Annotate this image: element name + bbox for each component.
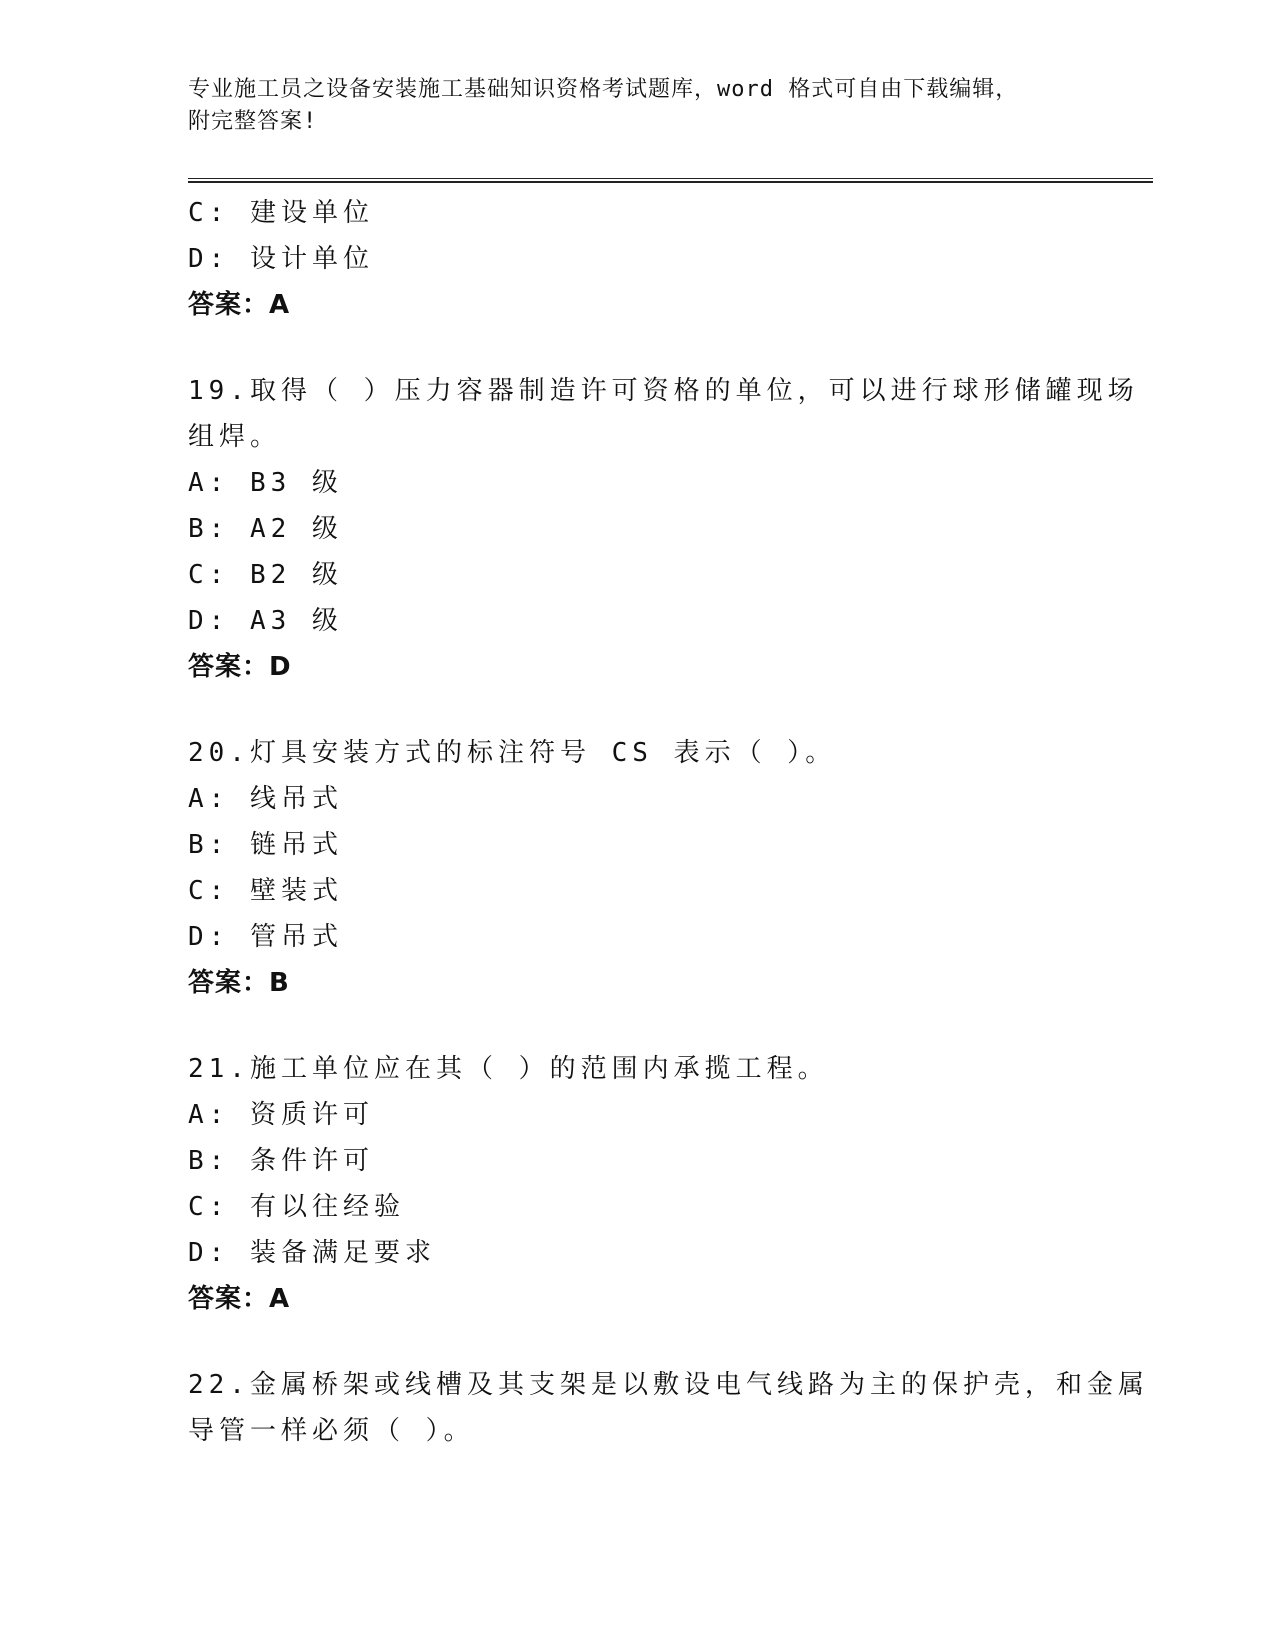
question-21 [188, 1046, 1118, 1322]
question-18-tail [188, 190, 1118, 328]
question-20 [188, 730, 1118, 1006]
option-a: A: 线吊式 [188, 784, 343, 814]
question-22 [188, 1362, 1149, 1454]
header-line-1: 专业施工员之设备安装施工基础知识资格考试题库，word 格式可自由下载编辑， [188, 77, 1019, 102]
answer: 答案：A [188, 290, 291, 320]
option-b: B: 条件许可 [188, 1146, 374, 1176]
question-text-continued: 导管一样必须（ ）。 [188, 1416, 475, 1446]
question-text-continued: 组焊。 [188, 422, 282, 452]
question-text: 21.施工单位应在其（ ）的范围内承揽工程。 [188, 1054, 829, 1084]
option-d: D: 设计单位 [188, 244, 374, 274]
option-b: B: 链吊式 [188, 830, 343, 860]
question-text: 22.金属桥架或线槽及其支架是以敷设电气线路为主的保护壳，和金属 [188, 1370, 1149, 1400]
spacer [188, 1006, 1118, 1046]
option-a: A: B3 级 [188, 468, 343, 498]
option-d: D: A3 级 [188, 606, 343, 636]
header-divider-thin [188, 178, 1153, 179]
option-b: B: A2 级 [188, 514, 343, 544]
option-c: C: 壁装式 [188, 876, 343, 906]
option-c: C: 有以往经验 [188, 1192, 405, 1222]
option-a: A: 资质许可 [188, 1100, 374, 1130]
spacer [188, 328, 1118, 368]
question-list [188, 190, 1149, 1454]
option-d: D: 管吊式 [188, 922, 343, 952]
header-line-2: 附完整答案! [188, 109, 318, 134]
document-header [188, 74, 1088, 138]
question-text: 20.灯具安装方式的标注符号 CS 表示（ ）。 [188, 738, 837, 768]
spacer [188, 1322, 1118, 1362]
option-d: D: 装备满足要求 [188, 1238, 436, 1268]
question-text: 19.取得（ ）压力容器制造许可资格的单位，可以进行球形储罐现场 [188, 376, 1139, 406]
answer: 答案：D [188, 652, 292, 682]
header-divider-thick [188, 181, 1153, 183]
answer: 答案：A [188, 1284, 291, 1314]
option-c: C: 建设单位 [188, 198, 374, 228]
option-c: C: B2 级 [188, 560, 343, 590]
answer: 答案：B [188, 968, 290, 998]
spacer [188, 690, 1118, 730]
question-19 [188, 368, 1139, 690]
